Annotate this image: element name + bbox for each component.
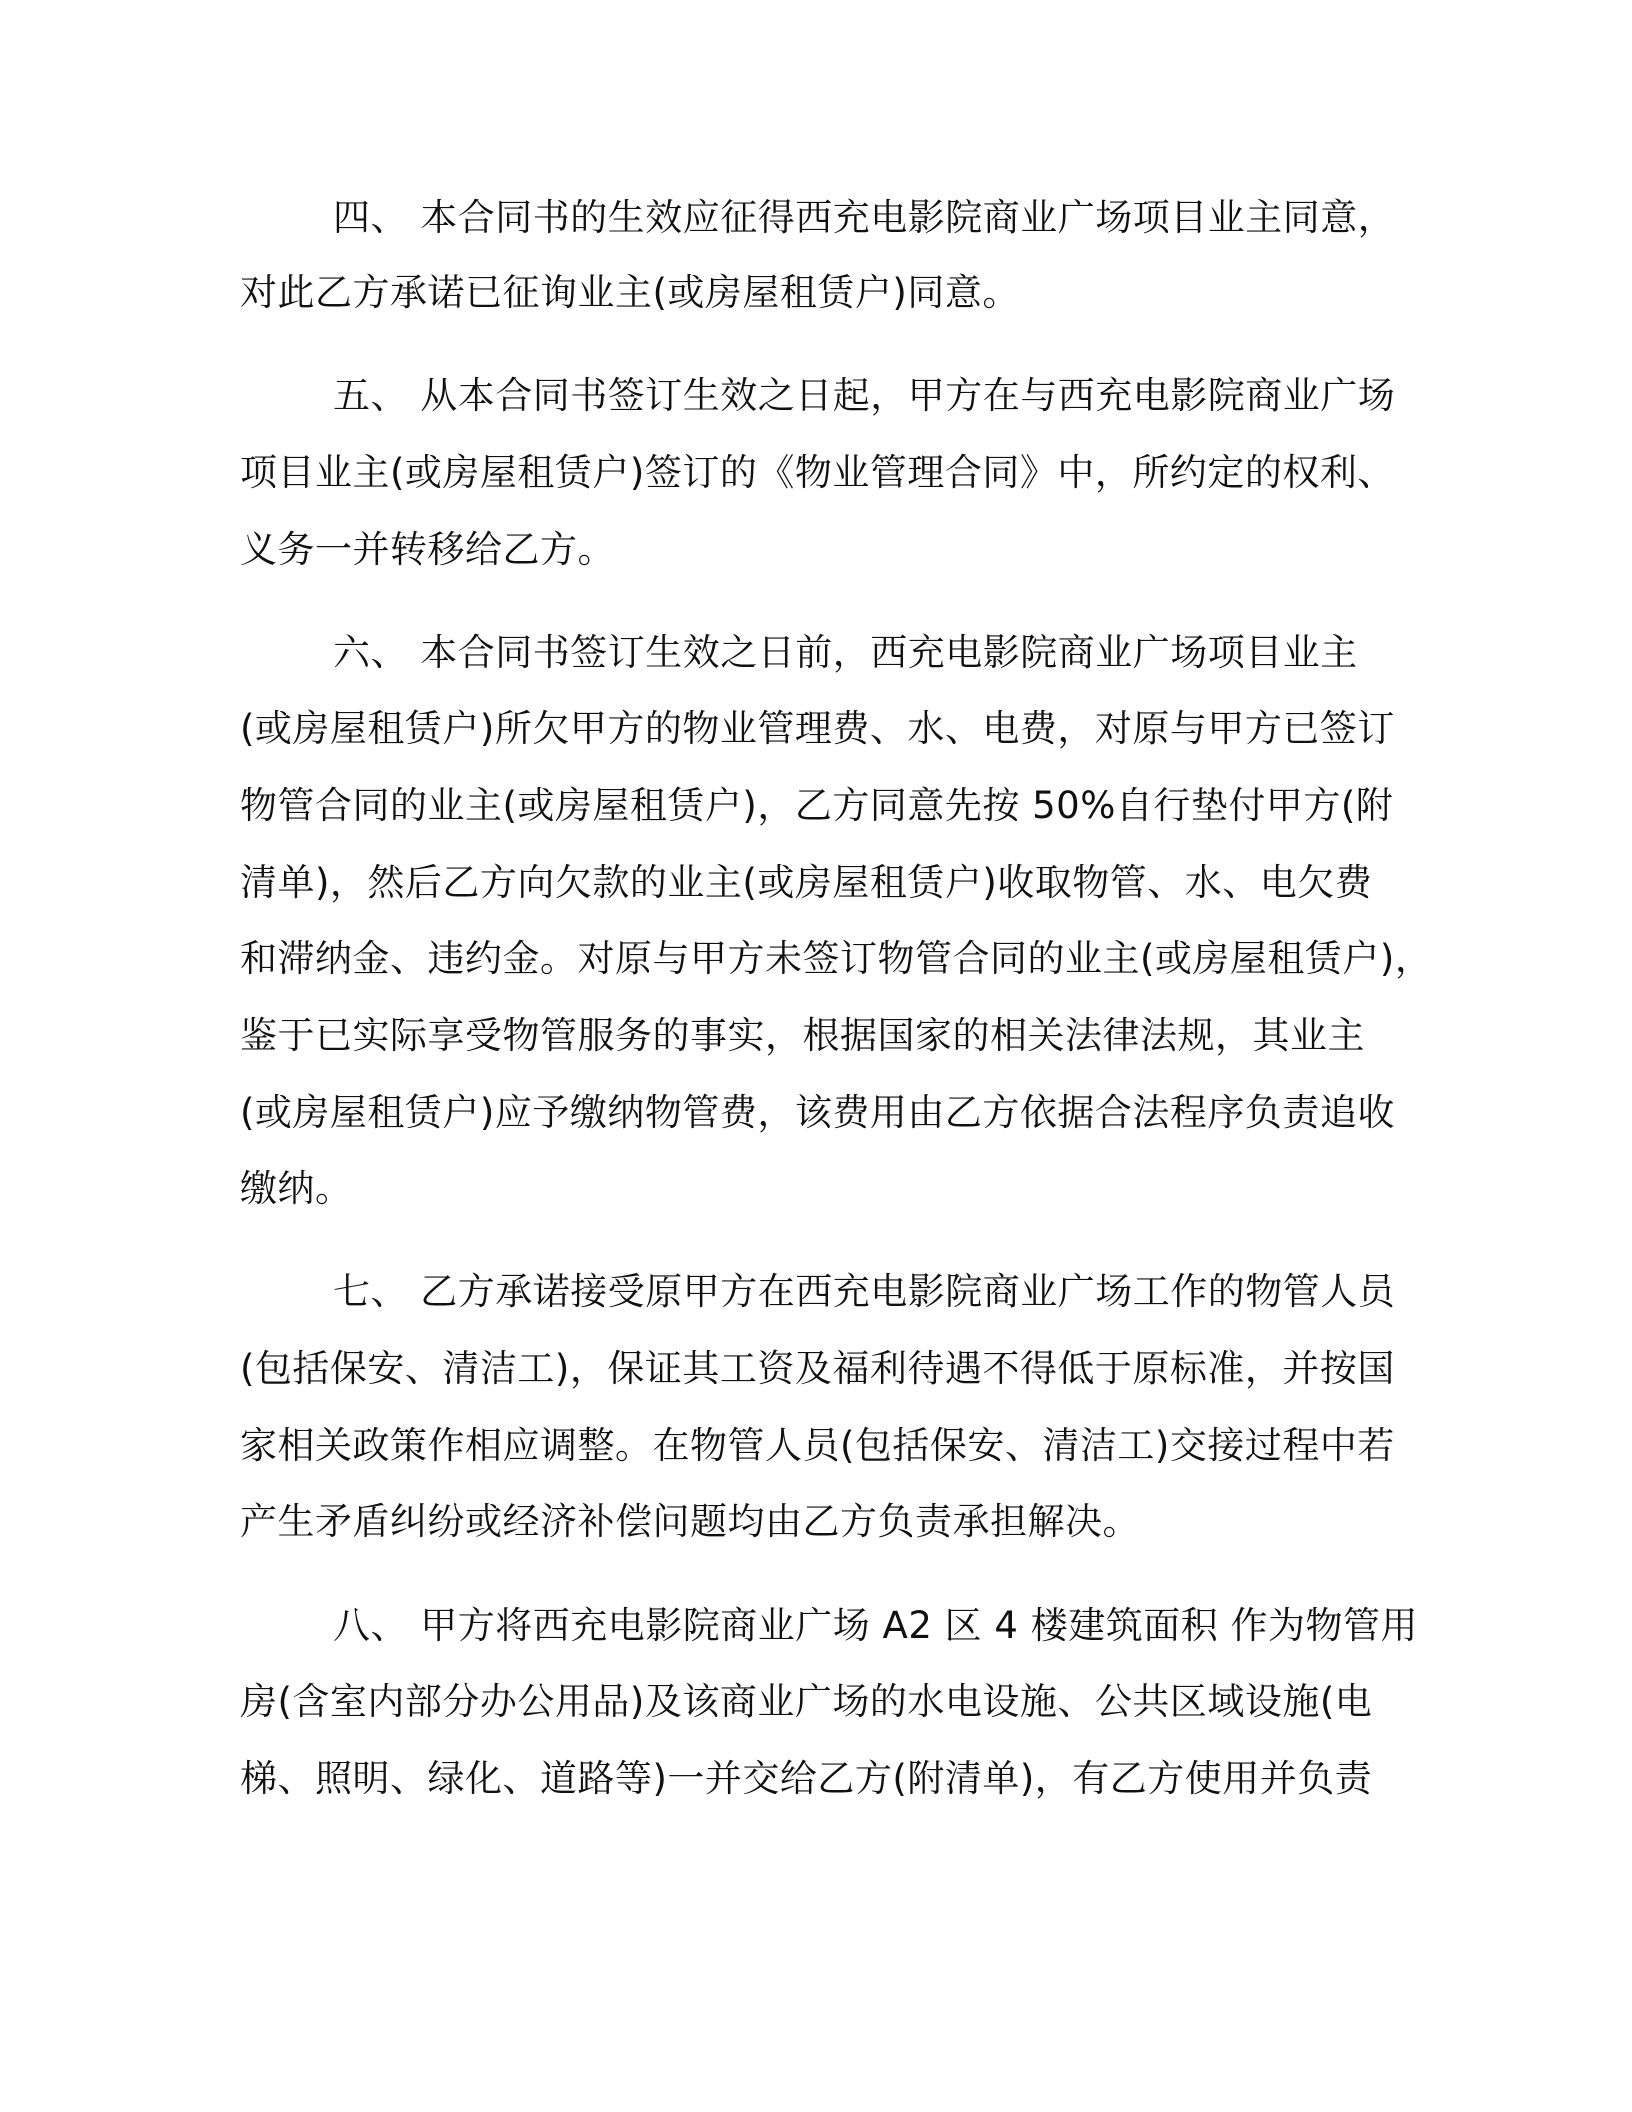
clause-6-line-2: (或房屋租赁户)所欠甲方的物业管理费、水、电费，对原与甲方已签订 <box>240 707 1395 750</box>
clause-8-line-1: 八、 甲方将西充电影院商业广场 A2 区 4 楼建筑面积 作为物管用 <box>333 1604 1418 1647</box>
clause-8-line-3: 梯、照明、绿化、道路等)一并交给乙方(附清单)，有乙方使用并负责 <box>240 1757 1373 1800</box>
clause-7-line-1: 七、 乙方承诺接受原甲方在西充电影院商业广场工作的物管人员 <box>333 1270 1396 1313</box>
clause-8-line-2: 房(含室内部分办公用品)及该商业广场的水电设施、公共区域设施(电 <box>240 1680 1373 1723</box>
clause-7-line-3: 家相关政策作相应调整。在物管人员(包括保安、清洁工)交接过程中若 <box>240 1424 1395 1467</box>
clause-5-line-3: 义务一并转移给乙方。 <box>240 528 615 571</box>
clause-6-line-6: 鉴于已实际享受物管服务的事实，根据国家的相关法律法规，其业主 <box>240 1014 1365 1057</box>
clause-6-line-3: 物管合同的业主(或房屋租赁户)，乙方同意先按 50%自行垫付甲方(附 <box>240 784 1394 827</box>
clause-4-line-1: 四、 本合同书的生效应征得西充电影院商业广场项目业主同意， <box>333 196 1396 239</box>
clause-6-line-4: 清单)，然后乙方向欠款的业主(或房屋租赁户)收取物管、水、电欠费 <box>240 861 1373 904</box>
clause-5-line-1: 五、 从本合同书签订生效之日起，甲方在与西充电影院商业广场 <box>333 374 1396 417</box>
clause-6-line-5: 和滞纳金、违约金。对原与甲方未签订物管合同的业主(或房屋租赁户)， <box>240 937 1433 980</box>
clause-5-line-2: 项目业主(或房屋租赁户)签订的《物业管理合同》中，所约定的权利、 <box>240 451 1395 494</box>
clause-6-line-7: (或房屋租赁户)应予缴纳物管费，该费用由乙方依据合法程序负责追收 <box>240 1091 1395 1134</box>
clause-4-line-2: 对此乙方承诺已征询业主(或房屋租赁户)同意。 <box>240 271 1020 314</box>
clause-7-line-4: 产生矛盾纠纷或经济补偿问题均由乙方负责承担解决。 <box>240 1500 1140 1543</box>
clause-6-line-1: 六、 本合同书签订生效之日前，西充电影院商业广场项目业主 <box>333 631 1358 674</box>
clause-6-line-8: 缴纳。 <box>240 1167 353 1210</box>
clause-7-line-2: (包括保安、清洁工)，保证其工资及福利待遇不得低于原标准，并按国 <box>240 1347 1395 1390</box>
